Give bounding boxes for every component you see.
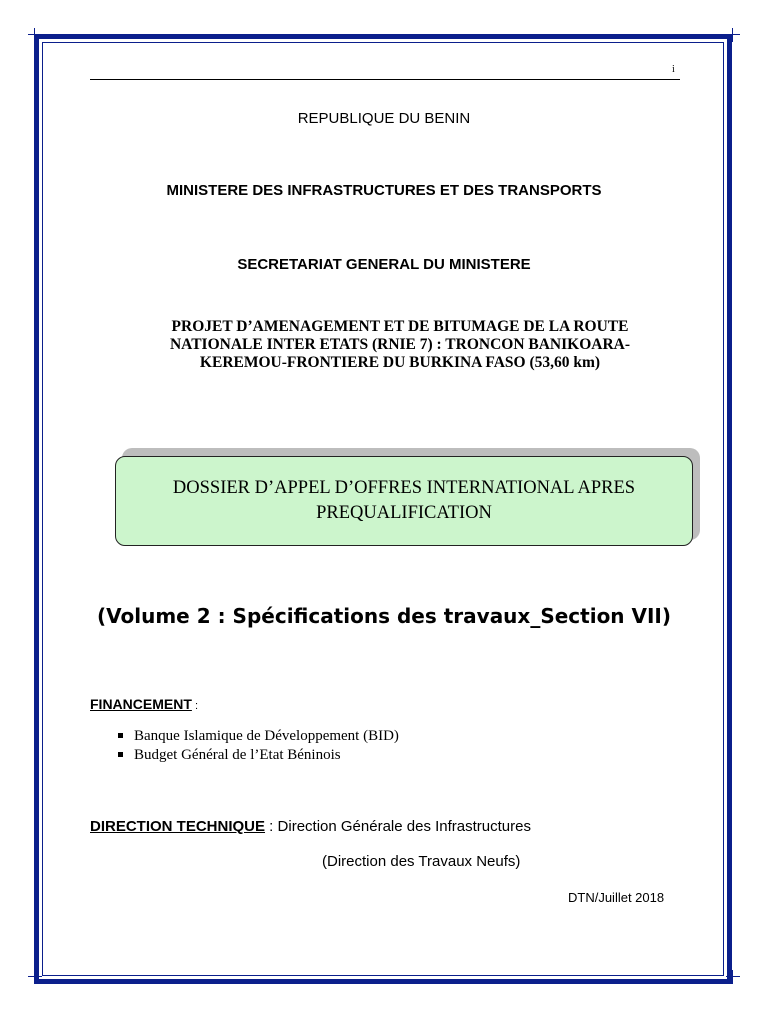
list-item — [118, 727, 399, 746]
square-bullet-icon — [118, 733, 123, 738]
document-title-box — [115, 456, 693, 546]
project-title-line: KEREMOU-FRONTIERE DU BURKINA FASO (53,60 km) — [199, 354, 601, 371]
corner-mark-bottom-left — [28, 970, 42, 984]
corner-mark-top-right — [726, 28, 740, 42]
technical-direction-separator: : — [265, 818, 278, 835]
financing-item: Banque Islamique de Développement (BID) — [134, 728, 399, 744]
project-title — [130, 318, 670, 372]
technical-direction-value: Direction Générale des Infrastructures — [277, 818, 531, 835]
technical-direction — [90, 818, 531, 835]
secretariat-heading: SECRETARIAT GENERAL DU MINISTERE — [237, 256, 531, 273]
financing-heading — [90, 696, 198, 712]
project-title-line: PROJET D’AMENAGEMENT ET DE BITUMAGE DE LA ROUTE — [171, 318, 629, 335]
list-item — [118, 746, 399, 765]
volume-heading: (Volume 2 : Spécifications des travaux_Section VII) — [96, 604, 672, 628]
technical-direction-sub: (Direction des Travaux Neufs) — [322, 853, 521, 870]
financing-list — [118, 727, 399, 765]
document-date: DTN/Juillet 2018 — [568, 890, 665, 905]
square-bullet-icon — [118, 752, 123, 757]
technical-direction-label: DIRECTION TECHNIQUE — [90, 818, 266, 835]
financing-label: FINANCEMENT — [90, 696, 192, 712]
republic-heading: REPUBLIQUE DU BENIN — [297, 110, 471, 127]
page-number: i — [672, 64, 675, 75]
financing-item: Budget Général de l’Etat Béninois — [134, 747, 341, 763]
financing-colon: : — [191, 700, 199, 712]
header-rule — [90, 79, 680, 80]
project-title-line: NATIONALE INTER ETATS (RNIE 7) : TRONCON BANIKOARA- — [169, 336, 631, 353]
ministry-heading: MINISTERE DES INFRASTRUCTURES ET DES TRANSPORTS — [166, 182, 602, 199]
document-title-line: PREQUALIFICATION — [316, 503, 492, 523]
document-title-line: DOSSIER D’APPEL D’OFFRES INTERNATIONAL APRES — [172, 478, 636, 498]
corner-mark-top-left — [28, 28, 42, 42]
corner-mark-bottom-right — [726, 970, 740, 984]
